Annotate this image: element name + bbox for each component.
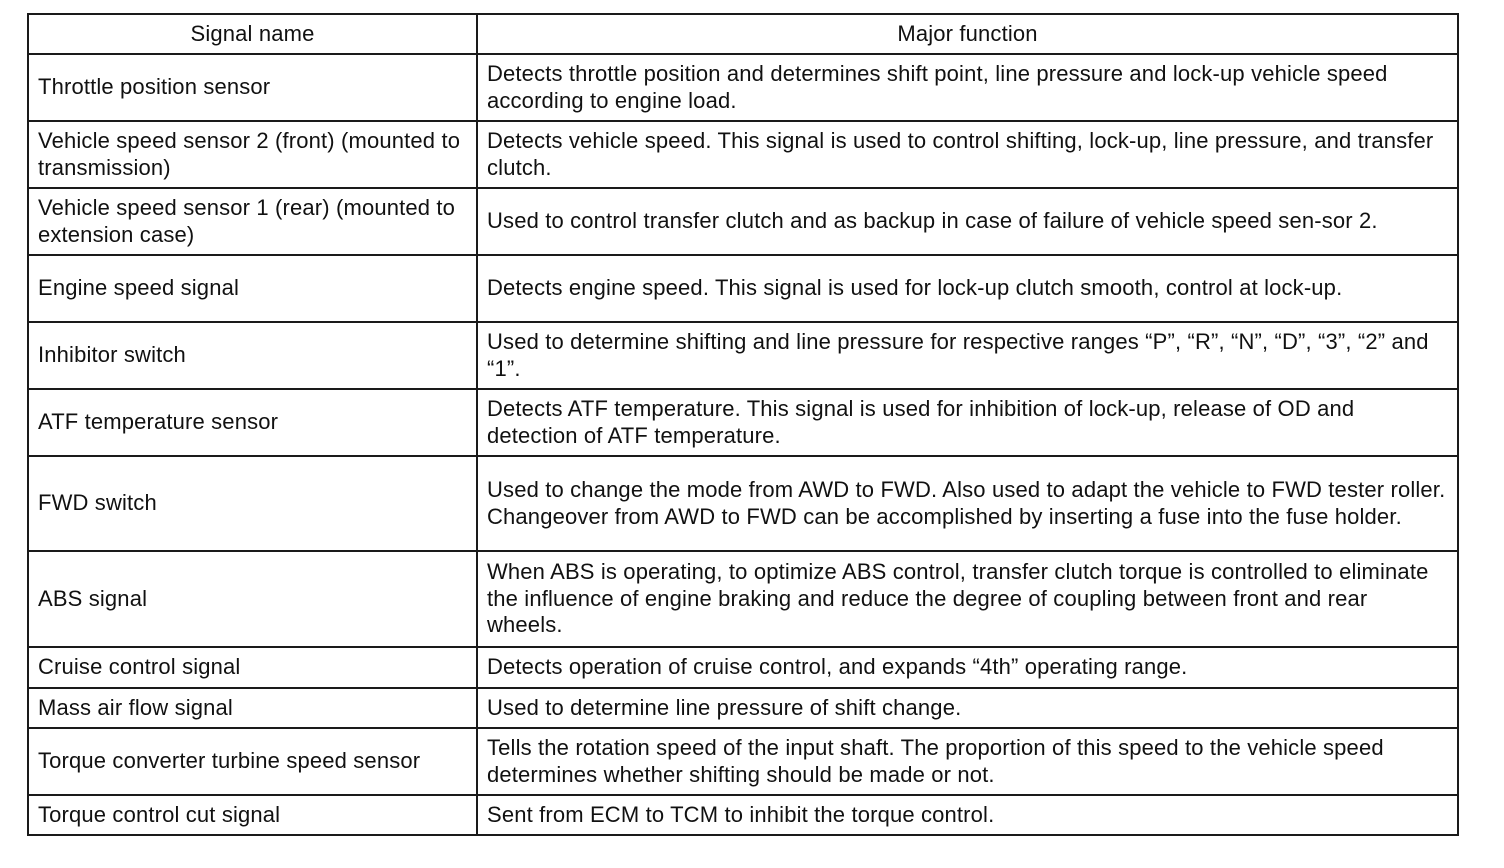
signal-name-cell: Engine speed signal (28, 255, 477, 322)
signal-name-cell: Mass air flow signal (28, 688, 477, 728)
signal-name-cell: Torque control cut signal (28, 795, 477, 835)
table-row (28, 255, 1458, 322)
signal-function-table (27, 13, 1459, 836)
major-function-cell: Used to determine shifting and line pressure for respective ranges “P”, “R”, “N”, “D”, “3”, “2” and “1”. (477, 322, 1458, 389)
table-row (28, 456, 1458, 551)
major-function-cell: Detects ATF temperature. This signal is used for inhibition of lock-up, release of OD and detection of ATF temperature. (477, 389, 1458, 456)
table-row (28, 322, 1458, 389)
signal-name-cell: Vehicle speed sensor 1 (rear) (mounted to extension case) (28, 188, 477, 255)
signal-name-cell: Throttle position sensor (28, 54, 477, 121)
signal-name-cell: ATF temperature sensor (28, 389, 477, 456)
signal-name-cell: Cruise control signal (28, 647, 477, 688)
table-row (28, 54, 1458, 121)
major-function-cell: Used to determine line pressure of shift change. (477, 688, 1458, 728)
signal-function-table-container (27, 13, 1457, 836)
major-function-cell: Detects throttle position and determines shift point, line pressure and lock-up vehicle speed according to engine load. (477, 54, 1458, 121)
table-row (28, 647, 1458, 688)
column-header-signal-name: Signal name (28, 14, 477, 54)
table-row (28, 795, 1458, 835)
signal-name-cell: Vehicle speed sensor 2 (front) (mounted to transmission) (28, 121, 477, 188)
table-row (28, 688, 1458, 728)
table-row (28, 188, 1458, 255)
signal-name-cell: ABS signal (28, 551, 477, 647)
major-function-cell: Used to control transfer clutch and as backup in case of failure of vehicle speed sen-sor 2. (477, 188, 1458, 255)
major-function-cell: Sent from ECM to TCM to inhibit the torque control. (477, 795, 1458, 835)
column-header-major-function: Major function (477, 14, 1458, 54)
major-function-cell: Detects operation of cruise control, and expands “4th” operating range. (477, 647, 1458, 688)
table-row (28, 121, 1458, 188)
major-function-cell: Detects engine speed. This signal is used for lock-up clutch smooth, control at lock-up. (477, 255, 1458, 322)
major-function-cell: Detects vehicle speed. This signal is used to control shifting, lock-up, line pressure, and transfer clutch. (477, 121, 1458, 188)
major-function-cell: Tells the rotation speed of the input shaft. The proportion of this speed to the vehicle speed determines whether shifting should be made or not. (477, 728, 1458, 795)
major-function-cell: When ABS is operating, to optimize ABS control, transfer clutch torque is controlled to eliminate the influence of engine braking and reduce the degree of coupling between front and rear wheels. (477, 551, 1458, 647)
table-row (28, 389, 1458, 456)
table-row (28, 551, 1458, 647)
major-function-cell: Used to change the mode from AWD to FWD. Also used to adapt the vehicle to FWD tester roller. Changeover from AWD to FWD can be accomplished by inserting a fuse into the fuse holder. (477, 456, 1458, 551)
signal-name-cell: Inhibitor switch (28, 322, 477, 389)
table-row (28, 728, 1458, 795)
table-header-row (28, 14, 1458, 54)
signal-name-cell: Torque converter turbine speed sensor (28, 728, 477, 795)
signal-name-cell: FWD switch (28, 456, 477, 551)
